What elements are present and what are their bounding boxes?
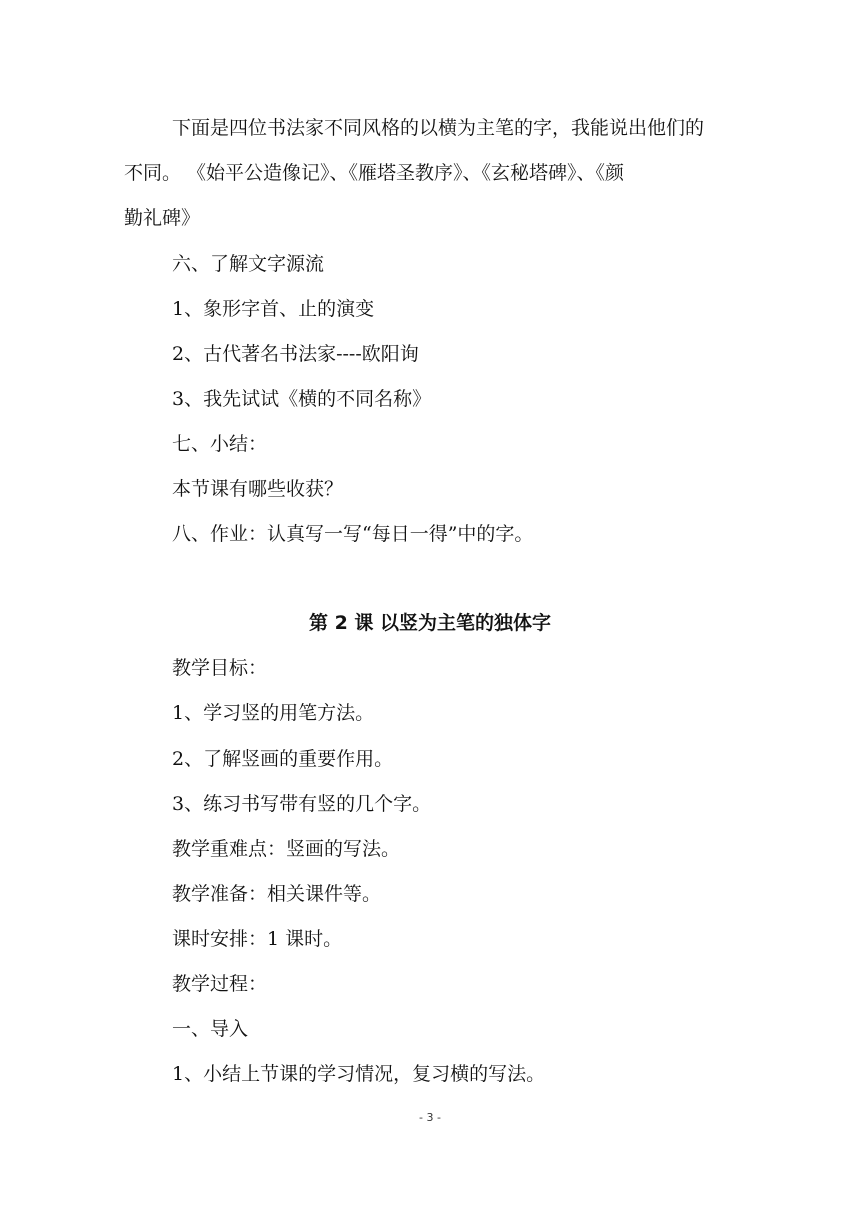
page-number: - 3 -	[419, 1111, 441, 1124]
section-7-heading: 七、小结：	[172, 433, 268, 455]
key-points: 教学重难点：竖画的写法。	[172, 838, 401, 860]
section-6-item-1: 1、象形字首、止的演变	[172, 298, 375, 320]
goal-item-3: 3、练习书写带有竖的几个字。	[172, 793, 432, 815]
goals-heading: 教学目标：	[172, 657, 268, 679]
section-6-item-3: 3、我先试试《横的不同名称》	[172, 388, 432, 410]
section-6-item-2: 2、古代著名书法家----欧阳询	[172, 343, 419, 365]
section-6-heading: 六、了解文字源流	[172, 253, 325, 275]
intro-paragraph-line-1: 下面是四位书法家不同风格的以横为主笔的字，我能说出他们的	[172, 117, 705, 139]
goal-item-2: 2、了解竖画的重要作用。	[172, 748, 394, 770]
step-1-item-1: 1、小结上节课的学习情况，复习横的写法。	[172, 1063, 546, 1085]
lesson-2-title: 第 2 课 以竖为主笔的独体字	[308, 612, 552, 634]
step-1-heading: 一、导入	[172, 1018, 249, 1040]
intro-paragraph-line-2: 不同。 《始平公造像记》、《雁塔圣教序》、《玄秘塔碑》、《颜	[124, 162, 625, 184]
intro-paragraph-line-3: 勤礼碑》	[124, 207, 201, 229]
section-8-homework: 八、作业：认真写一写“每日一得”中的字。	[172, 523, 534, 545]
section-7-text: 本节课有哪些收获？	[172, 478, 344, 500]
preparation: 教学准备：相关课件等。	[172, 883, 382, 905]
goal-item-1: 1、学习竖的用笔方法。	[172, 702, 375, 724]
schedule: 课时安排：1 课时。	[172, 928, 343, 950]
process-heading: 教学过程：	[172, 973, 268, 995]
